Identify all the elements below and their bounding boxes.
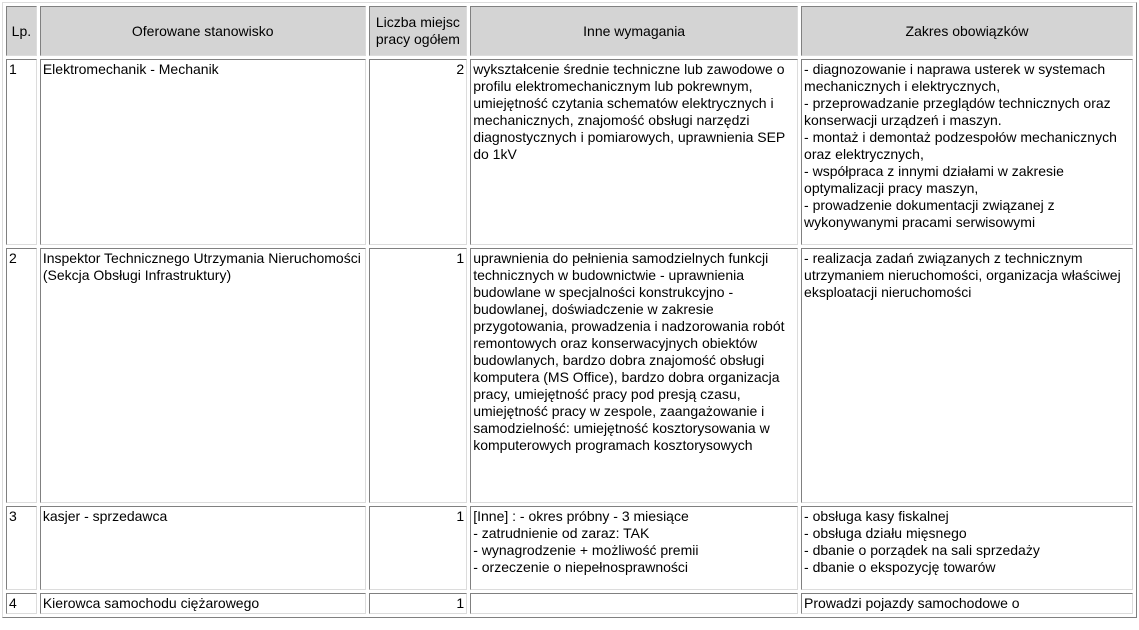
cell-count: 1 <box>369 248 468 503</box>
table-row <box>6 248 1133 503</box>
cell-lp: 2 <box>6 248 37 503</box>
header-count: Liczba miejsc pracy ogółem <box>369 6 468 56</box>
table-row <box>6 59 1133 245</box>
cell-count: 1 <box>369 593 468 614</box>
header-position: Oferowane stanowisko <box>40 6 366 56</box>
cell-position: Kierowca samochodu ciężarowego <box>40 593 366 614</box>
cell-duties: Prowadzi pojazdy samochodowe o <box>801 593 1133 614</box>
cell-lp: 1 <box>6 59 37 245</box>
header-row <box>6 6 1133 56</box>
cell-requirements: uprawnienia do pełnienia samodzielnych funkcji technicznych w budownictwie - uprawnienia budowlane w specjalności konstrukcyjno - budowlanej, doświadczenie w zakresie przygotowania, prowadzenia i nadzorowania robót remontowych oraz konserwacyjnych obiektów budowlanych, bardzo dobra znajomość obsługi komputera (MS Office), bardzo dobra organizacja pracy, umiejętność pracy pod presją czasu, umiejętność pracy w zespole, zaangażowanie i samodzielność: umiejętność kosztorysowania w komputerowych programach kosztorysowych <box>470 248 798 503</box>
cell-requirements <box>470 593 798 614</box>
header-requirements: Inne wymagania <box>470 6 798 56</box>
cell-duties: - diagnozowanie i naprawa usterek w systemach mechanicznych i elektrycznych, - przeprowadzanie przeglądów technicznych oraz konserwacji urządzeń i maszyn. - montaż i demontaż podzespołów mechanicznych oraz elektrycznych, - współpraca z innymi działami w zakresie optymalizacji pracy maszyn, - prowadzenie dokumentacji związanej z wykonywanymi pracami serwisowymi <box>801 59 1133 245</box>
table-row <box>6 593 1133 614</box>
header-duties: Zakres obowiązków <box>801 6 1133 56</box>
job-offers-table-wrapper <box>2 2 1137 618</box>
header-lp: Lp. <box>6 6 37 56</box>
table-row <box>6 506 1133 590</box>
cell-count: 2 <box>369 59 468 245</box>
cell-position: kasjer - sprzedawca <box>40 506 366 590</box>
cell-lp: 3 <box>6 506 37 590</box>
cell-requirements: [Inne] : - okres próbny - 3 miesiące - zatrudnienie od zaraz: TAK - wynagrodzenie + możliwość premii - orzeczenie o niepełnosprawności <box>470 506 798 590</box>
cell-count: 1 <box>369 506 468 590</box>
cell-position: Elektromechanik - Mechanik <box>40 59 366 245</box>
cell-lp: 4 <box>6 593 37 614</box>
cell-duties: - obsługa kasy fiskalnej - obsługa działu mięsnego - dbanie o porządek na sali sprzedaży - dbanie o ekspozycję towarów <box>801 506 1133 590</box>
job-offers-table <box>2 2 1137 618</box>
cell-duties: - realizacja zadań związanych z technicznym utrzymaniem nieruchomości, organizacja właściwej eksploatacji nieruchomości <box>801 248 1133 503</box>
cell-requirements: wykształcenie średnie techniczne lub zawodowe o profilu elektromechanicznym lub pokrewnym, umiejętność czytania schematów elektrycznych i mechanicznych, znajomość obsługi narzędzi diagnostycznych i pomiarowych, uprawnienia SEP do 1kV <box>470 59 798 245</box>
cell-position: Inspektor Technicznego Utrzymania Nieruchomości (Sekcja Obsługi Infrastruktury) <box>40 248 366 503</box>
